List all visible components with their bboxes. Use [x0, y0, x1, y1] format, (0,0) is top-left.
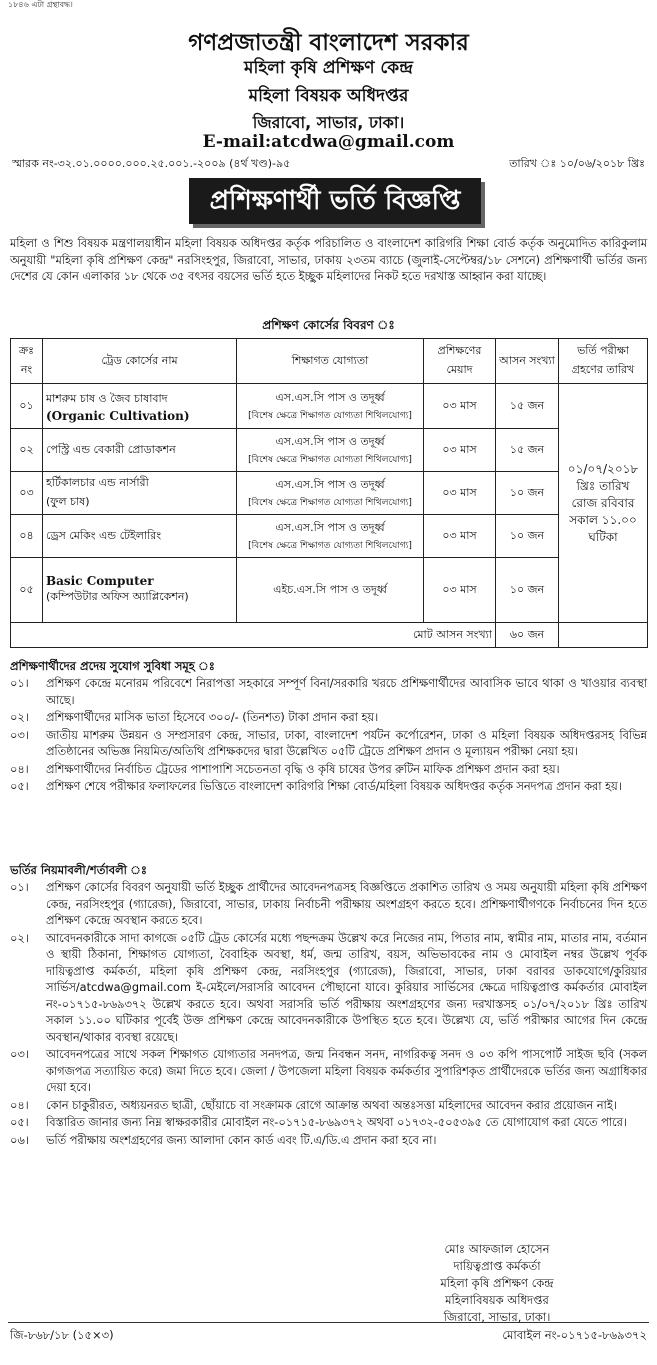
signatory-office: মহিলা কৃষি প্রশিক্ষণ কেন্দ্র [440, 1276, 554, 1290]
row-qualification [237, 429, 424, 472]
list-item [10, 1047, 647, 1097]
row-seats: ১৫ জন [496, 429, 559, 472]
row-duration: ০৩ মাস [424, 429, 496, 472]
row-seats: ১৫ জন [496, 384, 559, 429]
item-number: ০৫। [10, 780, 29, 793]
table-row [11, 558, 648, 623]
rules-title: ভর্তির নিয়মাবলী/শর্তাবলী ঃ [10, 863, 148, 877]
row-duration: ০৩ মাস [424, 384, 496, 429]
qualification-note: [বিশেষ ক্ষেত্রে শিক্ষাগত যোগ্যতা শিথিলযোগ্য] [248, 411, 412, 421]
list-item [10, 1115, 647, 1132]
item-text: প্রশিক্ষণার্থীদের নির্বাচিত ট্রেডের পাশাপাশি সচেতনতা বৃদ্ধি ও কৃষি চাষের উপর রুটিন মাফিক প্রশিক্ষণ প্রদান করা হয়। [46, 762, 560, 776]
intro-paragraph: মহিলা ও শিশু বিষয়ক মন্ত্রণালয়াধীন মহিলা বিষয়ক অধিদপ্তর কর্তৃক পরিচালিত ও বাংলাদেশ কারিগরি শিক্ষা বোর্ড কর্তৃক অনুমোদিত কারিকুলাম অনুযায়ী "মহিলা কৃষি প্রশিক্ষণ কেন্দ্র" নরসিংহপুর, জিরাবো, সাভার, ঢাকায় ২৩তম ব্যাচে (জুলাই-সেপ্টেম্বর/১৮ সেশনে) প্রশিক্ষণার্থী ভর্তির জন্য দেশের যে কোন এলাকার ১৮ থেকে ৩৫ বৎসর বয়সের ভর্তি হতে ইচ্ছুক মহিলাদের নিকট হতে দরখাস্ত আহ্বান করা যাচ্ছে। [10, 237, 647, 283]
col-header-exam-date: ভর্তি পরীক্ষা গ্রহণের তারিখ [559, 339, 648, 384]
list-item [10, 779, 647, 796]
list-item [10, 1133, 647, 1150]
row-seats: ১০ জন [496, 558, 559, 623]
row-qualification [237, 384, 424, 429]
row-duration: ০৩ মাস [424, 515, 496, 558]
item-number: ০৩। [10, 1048, 29, 1061]
row-course [43, 429, 237, 472]
signatory-designation: দায়িত্বপ্রাপ্ত কর্মকর্তা [453, 1259, 541, 1273]
col-header-course: ট্রেড কোর্সের নাম [43, 339, 237, 384]
item-text: প্রশিক্ষণ কোর্সের বিবরণ অনুযায়ী ভর্তি ইচ্ছুক প্রার্থীদের আবেদনপত্রসহ বিজ্ঞপ্তিতে প্রকাশিত তারিখ ও সময় অনুযায়ী মহিলা কৃষি প্রশিক্ষণ কেন্দ্র, নরসিংহপুর (গ্যারেজ), জিরাবো, সাভার, ঢাকায় নির্বাচনী পরীক্ষায় অংশগ্রহণ করতে হবে। প্রশিক্ষণার্থীগণকে নির্বাচনের দিন হতে প্রশিক্ষণ কেন্দ্রে অবস্থান করতে হবে। [46, 881, 647, 927]
benefits-list [10, 676, 647, 797]
course-name: মাশরুম চাষ ও জৈব চাষাবাদ [46, 391, 168, 405]
course-name-extra: (ফুল চাষ) [46, 495, 90, 508]
signature-block [397, 1241, 597, 1326]
list-item [10, 710, 647, 727]
signatory-mobile: মোবাইল নং-০১৭১৫-৮৬৯৩৭২ [502, 1328, 647, 1342]
govt-title: গণপ্রজাতন্ত্রী বাংলাদেশ সরকার [188, 30, 469, 56]
signatory-department: মহিলাবিষয়ক অধিদপ্তর [445, 1293, 549, 1307]
row-course [43, 515, 237, 558]
row-seats: ১০ জন [496, 472, 559, 515]
item-text: বিস্তারিত জানার জন্য নিম্ন স্বাক্ষরকারীর মোবাইল নং-০১৭১৫-৮৬৯৩৭২ অথবা ০১৭৩২-৫০৫৩৯৫ তে যোগাযোগ করা যেতে পারে। [46, 1116, 627, 1129]
memo-date: তারিখ ঃ ১০/০৬/২০১৮ খ্রিঃ [509, 157, 645, 170]
course-name: ড্রেস মেকিং এন্ড টেইলারিং [46, 528, 162, 542]
memo-line [12, 155, 645, 173]
rules-list [10, 880, 647, 1150]
row-serial: ০১ [11, 384, 43, 429]
item-number: ০৪। [10, 762, 29, 776]
footer-code: জি-৮৬৮/১৮ (১৫×৩) [10, 1328, 114, 1342]
item-text: জাতীয় মাশরুম উন্নয়ন ও সম্প্রসারণ কেন্দ্র, সাভার, ঢাকা, বাংলাদেশ পর্যটন কর্পোরেশন, ঢাকা ও মহিলা বিষয়ক অধিদপ্তরসহ বিভিন্ন প্রতিষ্ঠানের অভিজ্ঞ নিয়মিত/অতিথি প্রশিক্ষকদের দ্বারা উল্লেখিত ০৫টি ট্রেডে প্রশিক্ষণ প্রদান ও মূল্যায়ন পরীক্ষা নেয়া হয়। [46, 728, 647, 758]
col-header-seats: আসন সংখ্যা [496, 339, 559, 384]
row-course [43, 472, 237, 515]
qualification: এস.এস.সি পাস ও তদূর্ধ্ব [275, 391, 385, 404]
total-label: মোট আসন সংখ্যা [11, 623, 496, 648]
qualification: এইচ.এস.সি পাস ও তদূর্ধ্ব [273, 582, 387, 596]
department-name: মহিলা বিষয়ক অধিদপ্তর [248, 86, 409, 106]
row-duration: ০৩ মাস [424, 472, 496, 515]
item-number: ০২। [10, 931, 29, 945]
row-qualification [237, 472, 424, 515]
memo-ref: স্মারক নং-৩২.০১.০০০০.০০০.২৫.০০১.-২০০৯ (৪র্থ খণ্ড)-৯৫ [12, 157, 291, 170]
table-header-row [11, 339, 648, 384]
qualification: এস.এস.সি পাস ও তদূর্ধ্ব [275, 521, 385, 534]
table-row [11, 515, 648, 558]
item-text: প্রশিক্ষণ শেষে পরীক্ষার ফলাফলের ভিত্তিতে বাংলাদেশ কারিগরি শিক্ষা বোর্ড/মহিলা বিষয়ক অধিদপ্তর কর্তৃক সনদপত্র প্রদান করা হয়। [46, 780, 622, 793]
top-cut-text: ১৮৪৬ এটা গ্রন্থাবদ্ধ। [8, 0, 73, 9]
total-value: ৬০ জন [496, 623, 559, 648]
email: E-mail:atcdwa@gmail.com [202, 132, 455, 152]
course-name-extra: (কম্পিউটার অফিস অ্যাপ্লিকেশন) [46, 589, 189, 603]
item-text: আবেদনপত্রের সাথে সকল শিক্ষাগত যোগ্যতার সনদপত্র, জন্ম নিবন্ধন সনদ, নাগরিকত্ব সনদ ও ০৩ কপি পাসপোর্ট সাইজ ছবি (সকল কাগজপত্র সত্যায়িত করে) জমা দিতে হবে। জেলা / উপজেলা মহিলা বিষয়ক কর্মকর্তার সুপারিশকৃত প্রার্থীদেরকে ভর্তির জন্য অগ্রাধিকার দেয়া হবে। [46, 1048, 647, 1094]
row-serial: ০২ [11, 429, 43, 472]
col-header-duration: প্রশিক্ষণের মেয়াদ [424, 339, 496, 384]
row-course [43, 384, 237, 429]
item-number: ০২। [10, 711, 29, 724]
item-number: ০৫। [10, 1116, 29, 1129]
col-header-qualification: শিক্ষাগত যোগ্যতা [237, 339, 424, 384]
course-name-extra: (Organic Cultivation) [46, 408, 190, 423]
row-qualification [237, 558, 424, 623]
total-empty-cell [559, 623, 648, 648]
list-item [10, 931, 647, 1047]
row-course [43, 558, 237, 623]
row-qualification [237, 515, 424, 558]
item-number: ০১। [10, 677, 29, 690]
qualification-note: [বিশেষ ক্ষেত্রে শিক্ষাগত যোগ্যতা শিথিলযোগ্য] [248, 541, 412, 551]
item-text: কোন চাকুরীরত, অধ্যয়নরত ছাত্রী, ছোঁয়াচে বা সংক্রামক রোগে আক্রান্ত অথবা অন্তঃসত্তা মহিলাদের আবেদন করার প্রয়োজন নাই। [46, 1098, 617, 1112]
course-section-title: প্রশিক্ষণ কোর্সের বিবরণ ঃ [262, 318, 395, 332]
center-name: মহিলা কৃষি প্রশিক্ষণ কেন্দ্র [244, 58, 413, 78]
list-item [10, 728, 647, 761]
item-text: প্রশিক্ষণার্থীদের মাসিক ভাতা হিসেবে ৩০০/- (তিনশত) টাকা প্রদান করা হয়। [46, 711, 379, 724]
course-name: পেস্ট্রি এন্ড বেকারী প্রোডাকশন [46, 442, 176, 456]
table-row [11, 472, 648, 515]
course-table [10, 338, 648, 648]
row-serial: ০৫ [11, 558, 43, 623]
row-seats: ১০ জন [496, 515, 559, 558]
table-row [11, 384, 648, 429]
item-text: প্রশিক্ষণ কেন্দ্রে মনোরম পরিবেশে নিরাপত্তা সহকারে সম্পূর্ণ বিনা/সরকারি খরচে প্রশিক্ষণার্থীদের আবাসিক ভাবে থাকা ও খাওয়ার ব্যবস্থা আছে। [46, 677, 647, 707]
qualification-note: [বিশেষ ক্ষেত্রে শিক্ষাগত যোগ্যতা শিথিলযোগ্য] [248, 455, 412, 465]
table-row [11, 429, 648, 472]
col-header-serial: ক্রঃ নং [11, 339, 43, 384]
list-item [10, 1098, 647, 1115]
row-serial: ০৪ [11, 515, 43, 558]
item-number: ০১। [10, 881, 29, 894]
item-text: ভর্তি পরীক্ষায় অংশগ্রহণের জন্য আলাদা কোন কার্ড এবং টি.এ/ডি.এ প্রদান করা হবে না। [46, 1133, 437, 1147]
row-serial: ০৩ [11, 472, 43, 515]
address: জিরাবো, সাভার, ঢাকা। [252, 113, 405, 132]
item-text: আবেদনকারীকে সাদা কাগজে ০৫টি ট্রেড কোর্সের মধ্যে পছন্দক্রম উল্লেখ করে নিজের নাম, পিতার নাম, স্বামীর নাম, মাতার নাম, বর্তমান ও স্থায়ী ঠিকানা, শিক্ষাগত যোগ্যতা, বৈবাহিক অবস্থা, ধর্ম, জন্ম তারিখ, বয়স, অভিভাবকের নাম ও মোবাইল নম্বর উল্লেখ পূর্বক দায়িত্বপ্রাপ্ত কর্মকর্তা, মহিলা কৃষি প্রশিক্ষণ কেন্দ্র, নরসিংহপুর (গ্যারেজ), জিরাবো, সাভার, ঢাকা বরাবর ডাকযোগে/কুরিয়ার সার্ভিস/atcdwa@gmail.com ই-মেইলে/সরাসরি আবেদন পৌছানো যাবে। কুরিয়ার সার্ভিসের ক্ষেত্রে দায়িত্বপ্রাপ্ত কর্মকর্তার মোবাইল নং-০১৭১৫-৮৬৯৩৭২ উল্লেখ করতে হবে। অথবা সরাসরি ভর্তি পরীক্ষায় অংশগ্রহণের জন্য দরখাস্তসহ ০১/০৭/২০১৮ খ্রিঃ তারিখ সকাল ১১.০০ ঘটিকার পূর্বেই উক্ত প্রশিক্ষণ কেন্দ্রে আবেদনকারীকে উপস্থিত হতে হবে। উল্লেখ্য যে, ভর্তি পরীক্ষার আগের দিন কেন্দ্রে অবস্থান/থাকার ব্যবস্থা রয়েছে। [46, 931, 647, 1044]
notice-banner: প্রশিক্ষণার্থী ভর্তি বিজ্ঞপ্তি [189, 178, 481, 224]
signatory-address: জিরাবো, সাভার, ঢাকা। [443, 1310, 551, 1324]
row-duration: ০৩ মাস [424, 558, 496, 623]
item-number: ০৪। [10, 1098, 29, 1112]
qualification-note: [বিশেষ ক্ষেত্রে শিক্ষাগত যোগ্যতা শিথিলযোগ্য] [248, 498, 412, 508]
list-item [10, 762, 647, 779]
item-number: ০৩। [10, 728, 29, 742]
footer-divider [8, 1322, 649, 1323]
course-name: Basic Computer [46, 573, 154, 588]
course-name: হর্টিকালচার এন্ড নার্সারী [46, 476, 149, 489]
list-item [10, 676, 647, 709]
item-number: ০৬। [10, 1133, 29, 1147]
total-row [11, 623, 648, 648]
qualification: এস.এস.সি পাস ও তদূর্ধ্ব [275, 435, 385, 448]
benefits-title: প্রশিক্ষণার্থীদের প্রদেয় সুযোগ সুবিধা সমূহ ঃ [10, 659, 215, 673]
exam-date: ০১/০৭/২০১৮ খ্রিঃ তারিখ রোজ রবিবার সকাল ১১.০০ ঘটিকা [559, 384, 648, 623]
signatory-name: মোঃ আফজাল হোসেন [444, 1242, 550, 1256]
qualification: এস.এস.সি পাস ও তদূর্ধ্ব [275, 478, 385, 491]
list-item [10, 880, 647, 930]
